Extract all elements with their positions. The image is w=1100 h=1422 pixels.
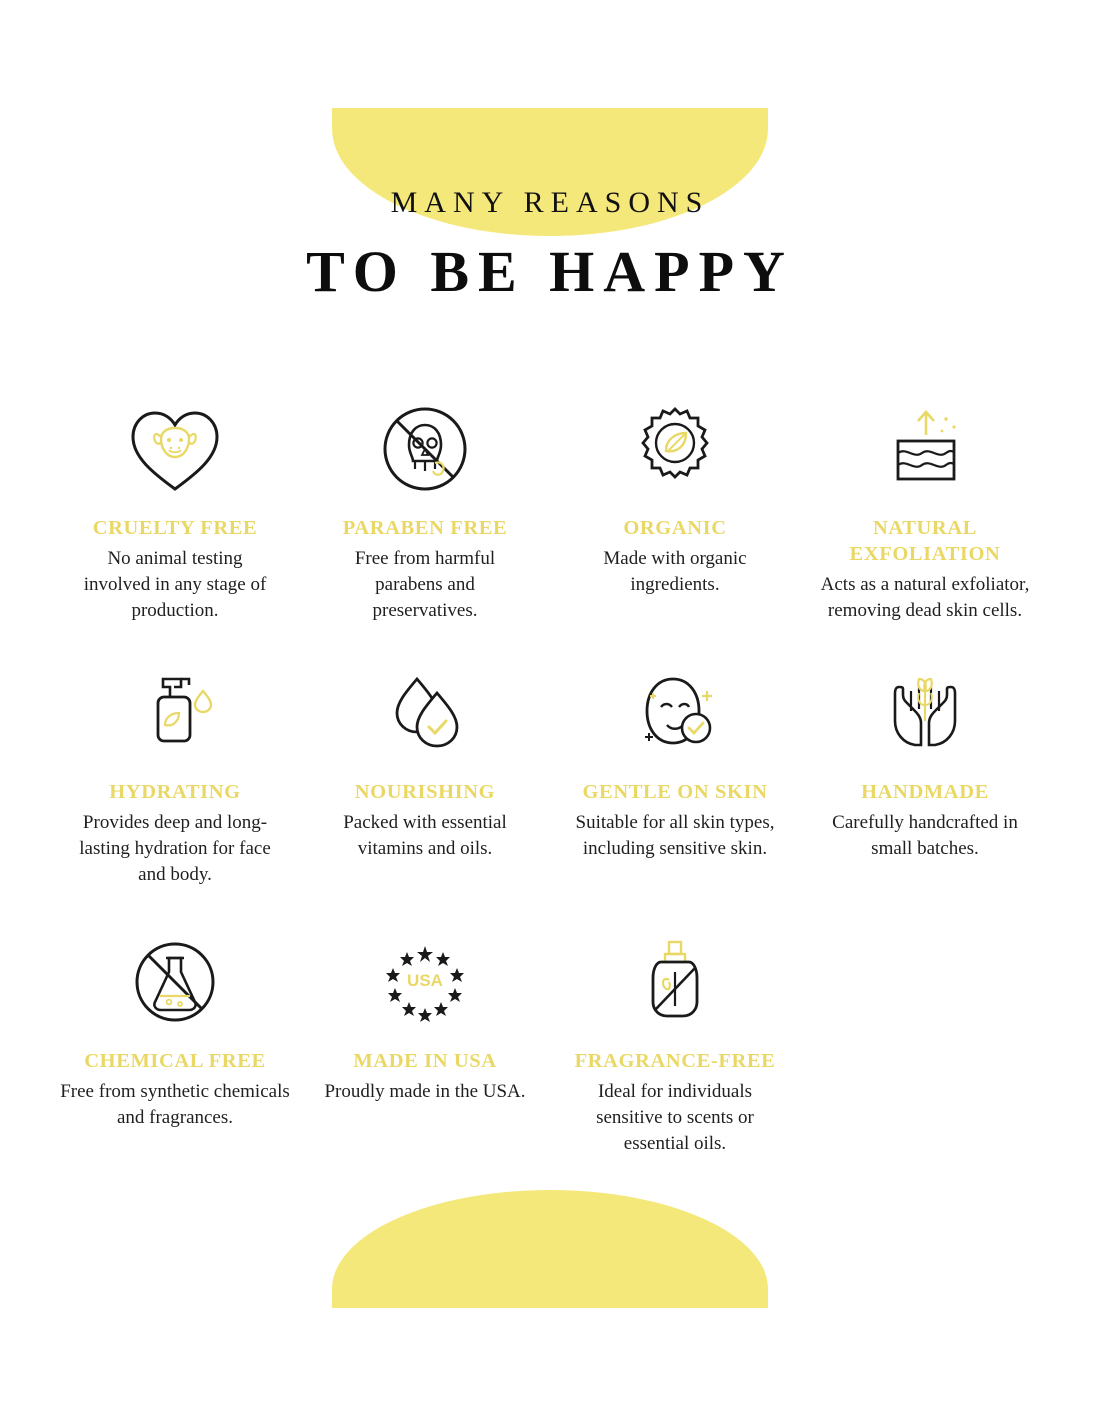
dropper-bottle-no-fragrance-icon — [554, 930, 796, 1034]
feature-desc: Ideal for individuals sensitive to scents or essential oils. — [596, 1081, 754, 1155]
feature-title: HANDMADE — [861, 780, 989, 803]
feature-chemical-free — [50, 930, 300, 1131]
feature-title: GENTLE ON SKIN — [582, 780, 768, 803]
skin-layers-exfoliation-icon — [804, 397, 1046, 501]
page-title: TO BE HAPPY — [306, 239, 794, 304]
feature-made-in-usa — [300, 930, 550, 1105]
feature-desc: No animal testing involved in any stage of production. — [83, 548, 267, 622]
organic-leaf-badge-icon — [554, 397, 796, 501]
lotion-pump-bottle-icon — [54, 661, 296, 765]
feature-paraben-free — [300, 397, 550, 624]
feature-fragrance-free — [550, 930, 800, 1157]
no-chemical-flask-icon — [54, 930, 296, 1034]
feature-hydrating — [50, 661, 300, 888]
feature-desc: Free from synthetic chemicals and fragrances. — [60, 1081, 290, 1129]
feature-handmade — [800, 661, 1050, 862]
feature-title: HYDRATING — [109, 780, 241, 803]
feature-gentle-on-skin — [550, 661, 800, 862]
feature-natural-exfoliation — [800, 397, 1050, 625]
features-row — [50, 397, 1050, 625]
header-kicker: MANY REASONS — [390, 186, 710, 219]
feature-title: FRAGRANCE-FREE — [574, 1049, 776, 1072]
heart-cow-icon — [54, 397, 296, 501]
poster-header — [0, 0, 1100, 305]
feature-desc: Acts as a natural exfoliator, removing dead skin cells. — [820, 574, 1030, 622]
two-droplets-check-icon — [304, 661, 546, 765]
feature-desc: Provides deep and long-lasting hydration for face and body. — [79, 811, 271, 885]
feature-desc: Suitable for all skin types, including sensitive skin. — [575, 811, 775, 859]
decorative-blob-bottom — [332, 1190, 768, 1308]
feature-title: NATURAL EXFOLIATION — [849, 517, 1001, 566]
feature-nourishing — [300, 661, 550, 862]
hands-leaf-icon — [804, 661, 1046, 765]
no-skull-icon — [304, 397, 546, 501]
feature-title: PARABEN FREE — [342, 517, 508, 539]
face-check-icon — [554, 661, 796, 765]
usa-stars-badge-icon — [304, 930, 546, 1034]
feature-title: CHEMICAL FREE — [84, 1049, 266, 1072]
features-row — [50, 661, 1050, 888]
feature-desc: Carefully handcrafted in small batches. — [832, 811, 1018, 859]
feature-title: NOURISHING — [354, 780, 496, 803]
feature-title: ORGANIC — [623, 517, 727, 539]
feature-cruelty-free — [50, 397, 300, 624]
features-row — [50, 930, 1050, 1157]
feature-desc: Packed with essential vitamins and oils. — [343, 811, 507, 859]
feature-desc: Made with organic ingredients. — [603, 548, 747, 596]
feature-title: CRUELTY FREE — [92, 517, 258, 539]
feature-desc: Proudly made in the USA. — [324, 1081, 526, 1103]
usa-badge-label: USA — [407, 970, 443, 990]
feature-desc: Free from harmful parabens and preservatives. — [354, 548, 496, 622]
feature-title: MADE IN USA — [353, 1049, 497, 1072]
feature-organic — [550, 397, 800, 598]
features-grid — [50, 305, 1050, 1157]
